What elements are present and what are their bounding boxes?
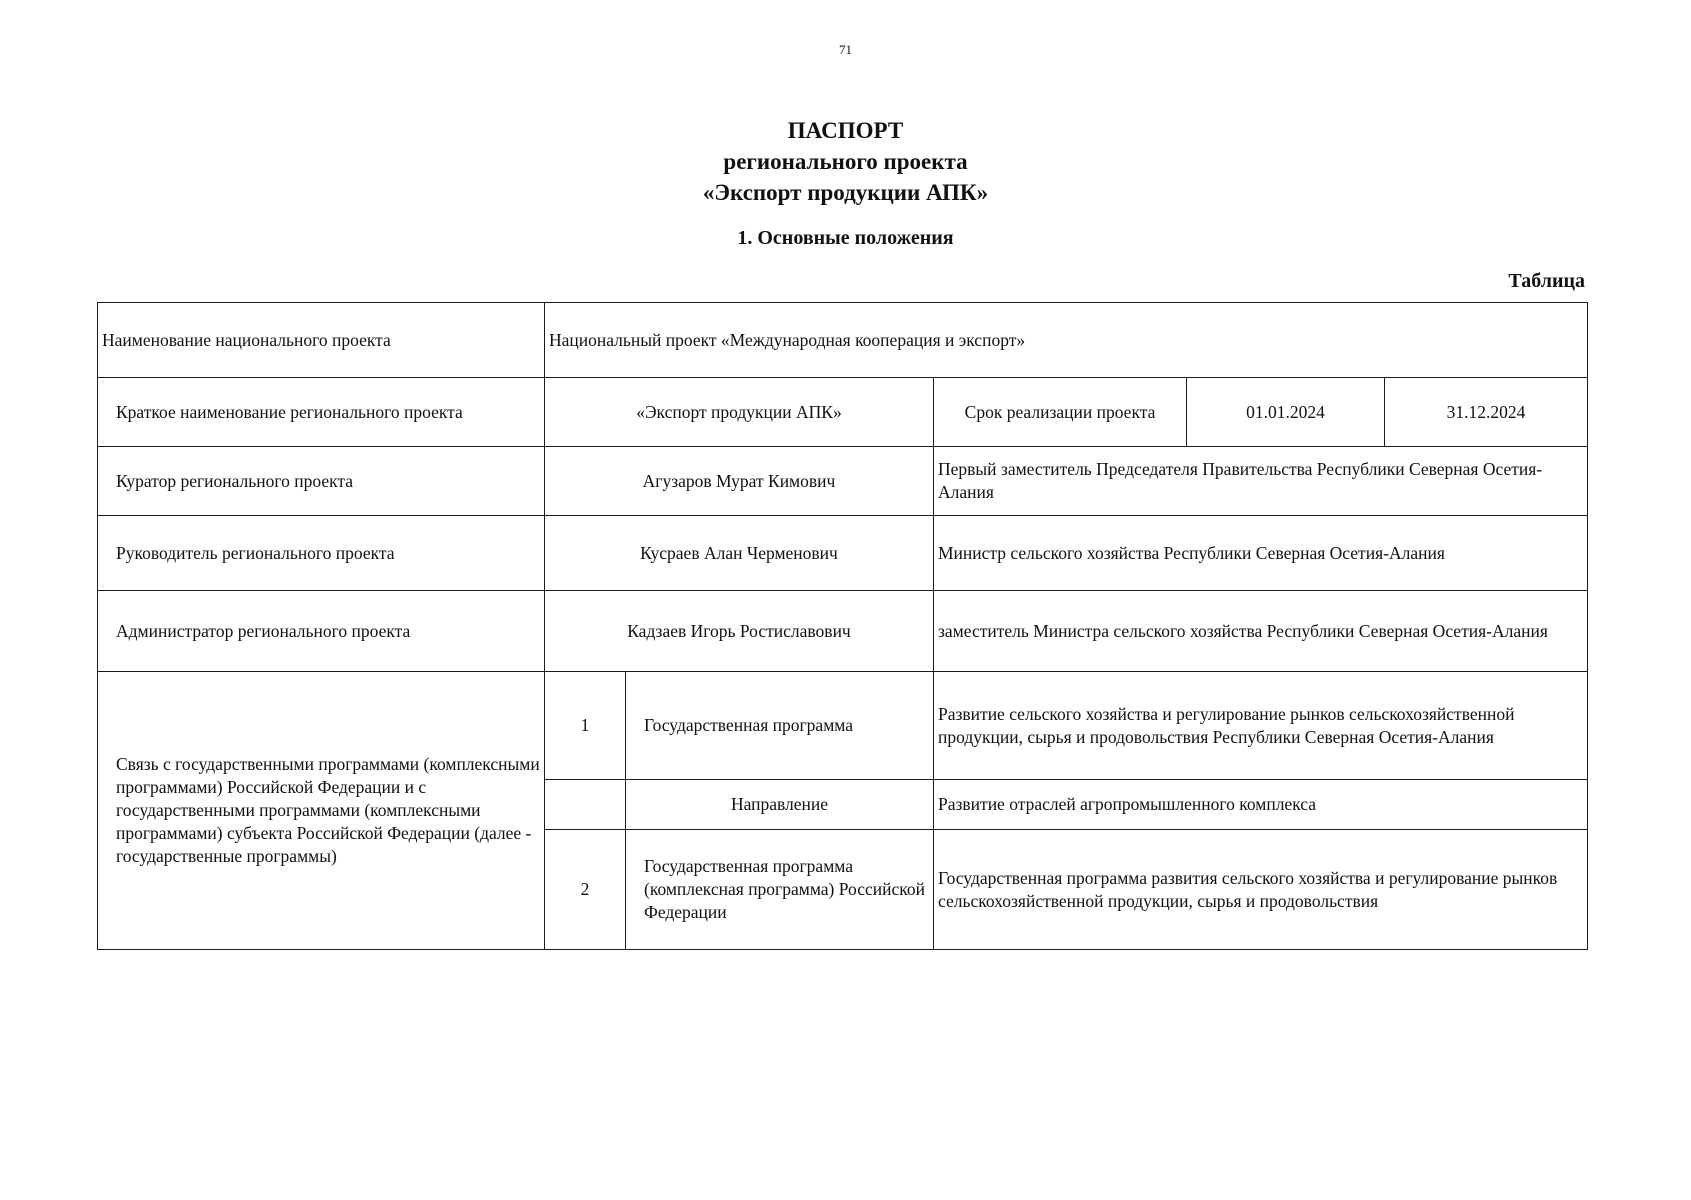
title-line-1: ПАСПОРТ bbox=[787, 118, 904, 143]
table-row bbox=[98, 447, 1588, 516]
program-number bbox=[545, 780, 626, 830]
program-value: Государственная программа развития сельского хозяйства и регулирование рынков сельскохозяйственной продукции, сырья и продовольствия bbox=[934, 830, 1588, 950]
table-row bbox=[98, 378, 1588, 447]
table-row bbox=[98, 591, 1588, 672]
programs-label: Связь с государственными программами (комплексными программами) Российской Федерации и с государственными программами (комплексными программами) субъекта Российской Федерации (далее - государственные программы) bbox=[98, 672, 545, 950]
term-label: Срок реализации проекта bbox=[934, 378, 1187, 447]
head-label: Руководитель регионального проекта bbox=[98, 516, 545, 591]
table-row bbox=[98, 672, 1588, 780]
curator-label: Куратор регионального проекта bbox=[98, 447, 545, 516]
section-title: 1. Основные положения bbox=[737, 227, 954, 249]
program-type: Государственная программа (комплексная программа) Российской Федерации bbox=[626, 830, 934, 950]
program-number: 2 bbox=[545, 830, 626, 950]
passport-table bbox=[97, 302, 1588, 950]
title-line-2: регионального проекта bbox=[723, 149, 968, 174]
head-position: Министр сельского хозяйства Республики Северная Осетия-Алания bbox=[934, 516, 1588, 591]
curator-position: Первый заместитель Председателя Правительства Республики Северная Осетия-Алания bbox=[934, 447, 1588, 516]
table-label: Таблица bbox=[1508, 270, 1585, 292]
short-name-label: Краткое наименование регионального проекта bbox=[98, 378, 545, 447]
table-row bbox=[98, 516, 1588, 591]
curator-name: Агузаров Мурат Кимович bbox=[545, 447, 934, 516]
short-name-value: «Экспорт продукции АПК» bbox=[545, 378, 934, 447]
program-number: 1 bbox=[545, 672, 626, 780]
program-type: Направление bbox=[626, 780, 934, 830]
title-line-3: «Экспорт продукции АПК» bbox=[702, 180, 989, 205]
document-title bbox=[0, 115, 1691, 208]
national-project-value: Национальный проект «Международная кооперация и экспорт» bbox=[545, 303, 1588, 378]
program-value: Развитие сельского хозяйства и регулирование рынков сельскохозяйственной продукции, сырья и продовольствия Республики Северная Осетия-Алания bbox=[934, 672, 1588, 780]
term-start-date: 01.01.2024 bbox=[1187, 378, 1385, 447]
table-row bbox=[98, 303, 1588, 378]
page-number: 71 bbox=[839, 42, 852, 57]
administrator-name: Кадзаев Игорь Ростиславович bbox=[545, 591, 934, 672]
program-type: Государственная программа bbox=[626, 672, 934, 780]
term-end-date: 31.12.2024 bbox=[1385, 378, 1588, 447]
head-name: Кусраев Алан Черменович bbox=[545, 516, 934, 591]
program-value: Развитие отраслей агропромышленного комплекса bbox=[934, 780, 1588, 830]
administrator-position: заместитель Министра сельского хозяйства Республики Северная Осетия-Алания bbox=[934, 591, 1588, 672]
national-project-label: Наименование национального проекта bbox=[98, 303, 545, 378]
administrator-label: Администратор регионального проекта bbox=[98, 591, 545, 672]
